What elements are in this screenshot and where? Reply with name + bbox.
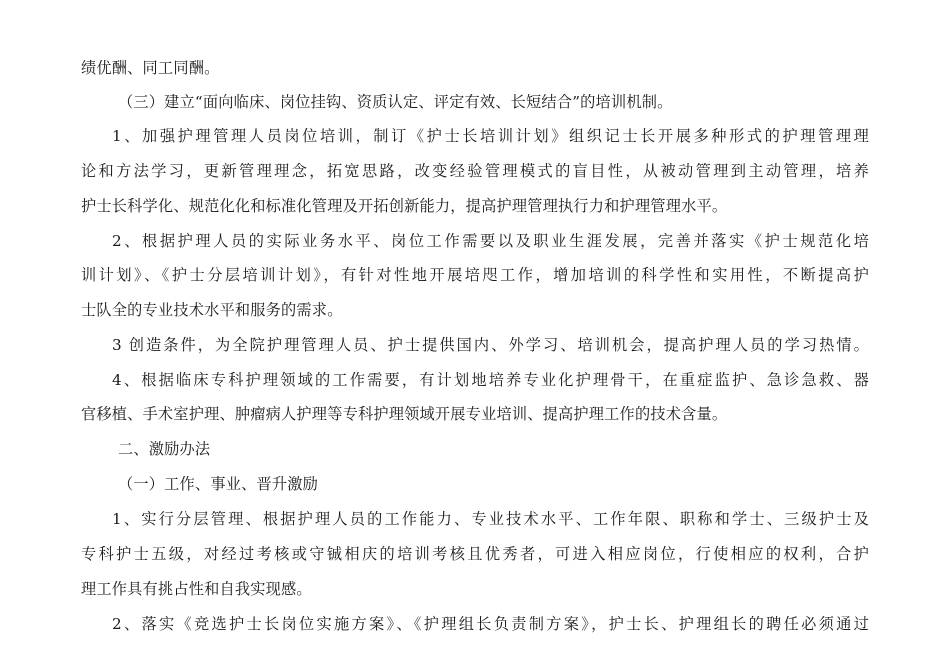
paragraph-line: 4、根据临床专科护理领域的工作需要，有计划地培养专业化护理骨干，在重症监护、急诊急救、器 xyxy=(112,371,869,389)
subsection-heading: （一）工作、事业、晋升激励 xyxy=(118,475,319,493)
paragraph-line: 理工作具有挑占性和自我实现感。 xyxy=(81,580,312,598)
paragraph-line: 1、实行分层管理、根据护理人员的工作能力、专业技术水平、工作年限、职称和学士、三级护士及 xyxy=(112,510,869,528)
paragraph-line: 护士长科学化、规范化化和标准化管理及开拓创新能力，提高护理管理执行力和护理管理水平。 xyxy=(81,197,728,215)
paragraph-line: 专科护士五级，对经过考核或守铖相庆的培训考核且优秀者，可进入相应岗位，行使相应的权利，合护 xyxy=(81,545,869,563)
paragraph-line: 官移植、手术室护理、肿瘤病人护理等专科护理领域开展专业培训、提高护理工作的技术含量。 xyxy=(81,405,728,423)
section-heading: （三）建立“面向临床、岗位挂钩、资质认定、评定有效、长短结合”的培训机制。 xyxy=(118,93,673,111)
paragraph-line: 绩优酬、同工同酬。 xyxy=(81,59,220,77)
paragraph-line: 2、落实《竞选护士长岗位实施方案》、《护理组长负责制方案》，护士长、护理组长的聘任必须通过 xyxy=(112,615,869,633)
section-heading: 二、激励办法 xyxy=(118,440,211,458)
paragraph-line: 士队全的专业技术水平和服务的需求。 xyxy=(81,301,343,319)
paragraph-line: 1、加强护理管理人员岗位培训，制订《护士长培训计划》组织记士长开展多种形式的护理管理理 xyxy=(112,127,869,145)
paragraph-line: 2、根据护理人员的实际业务水平、岗位工作需要以及职业生涯发展，完善并落实《护士规范化培 xyxy=(112,232,869,250)
paragraph-line: 训计划》、《护士分层培训计划》，有针对性地开展培咫工作，增加培训的科学性和实用性，不断提高护 xyxy=(81,266,869,284)
paragraph-line: 3 创造条件，为全院护理管理人员、护士提供国内、外学习、培训机会，提高护理人员的学习热情。 xyxy=(112,336,869,354)
paragraph-line: 论和方法学习，更新管理理念，拓宽思路，改变经验管理模式的盲目性，从被动管理到主动管理，培养 xyxy=(81,162,869,180)
